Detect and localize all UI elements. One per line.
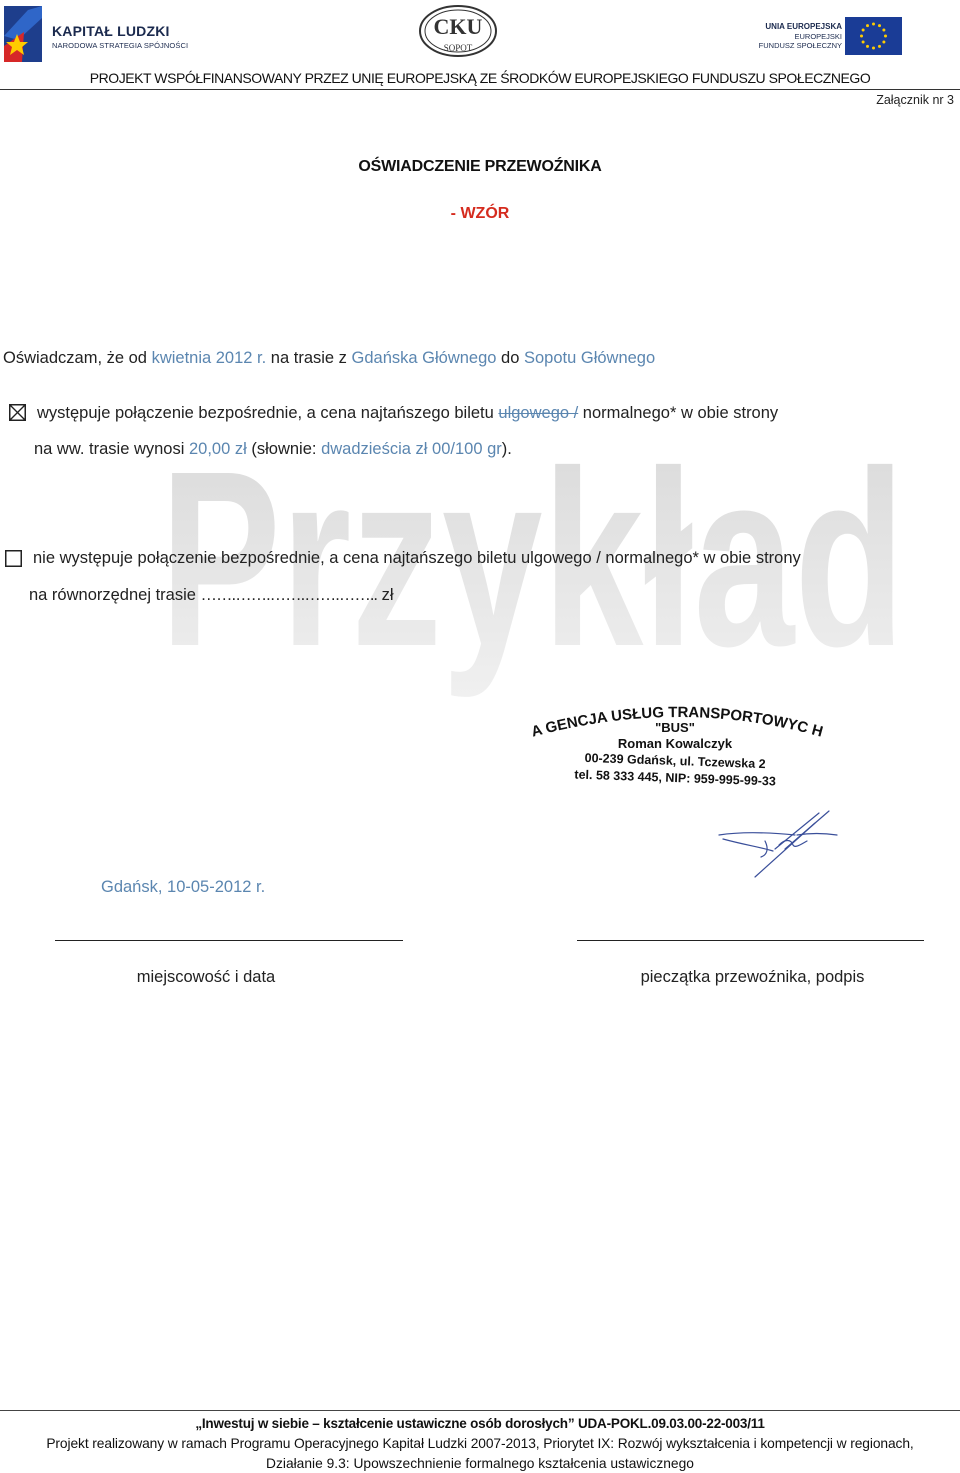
watermark-text: Przykład [160,430,905,698]
eu-star-icon [872,47,875,50]
kapital-ludzki-title: KAPITAŁ LUDZKI [52,23,170,39]
footer-program-line: Projekt realizowany w ramach Programu Operacyjnego Kapitał Ludzki 2007-2013, Priorytet IX: Rozwój wykształcenia i kompetencji w regionach, [46,1436,914,1451]
watermark [160,430,920,720]
footer-measure-line: Działanie 9.3: Upowszechnienie formalnego kształcenia ustawicznego [266,1456,694,1471]
option2-line2-a: na równorzędnej trasie [29,586,201,604]
from-station-fill: Gdańska Głównego [351,349,497,367]
amount-fill: 20,00 zł [188,440,247,458]
option1-checkbox-checked-icon[interactable] [9,404,26,421]
eu-star-icon [866,24,869,27]
cku-logo-text: CKU [433,14,483,39]
option1-line2-b: (słownie: [246,440,322,458]
kapital-ludzki-emblem-icon [4,6,42,62]
stamp-line2: Roman Kowalczyk [617,736,733,751]
eu-flag-icon [845,17,902,55]
option1-text-b: normalnego* w obie strony [578,404,779,422]
footer-project-title: „Inwestuj w siebie – kształcenie ustawiczne osób dorosłych” UDA-POKL.09.03.00-22-003/11 [195,1416,765,1431]
stamp-arc-textpath: A GENCJA USŁUG TRANSPORTOWYC H [529,703,825,741]
eu-line3: FUNDUSZ SPOŁECZNY [758,41,842,50]
company-stamp [520,695,840,795]
document-title: OŚWIADCZENIE PRZEWOŹNIKA [358,158,602,175]
place-date-signature-line [55,940,403,941]
equivalent-route-price-dots: …….…….…….…….…….. [200,586,378,604]
kapital-ludzki-subtitle: NARODOWA STRATEGIA SPÓJNOŚCI [52,41,189,50]
statement-mid1: na trasie z [266,349,352,367]
option1-line2-c: ). [501,440,512,458]
header-divider [0,89,960,90]
eu-star-icon [860,35,863,38]
amount-words-fill: dwadzieścia zł 00/100 gr [321,440,502,458]
cku-logo-subtext: SOPOT [443,43,473,53]
eu-logo [752,16,902,56]
stamp-line3: 00-239 Gdańsk, ul. Tczewska 2 [584,750,766,772]
option2-line1: nie występuje połączenie bezpośrednie, a cena najtańszego biletu ulgowego / normalnego* w obie strony [33,549,801,567]
place-date-caption: miejscowość i data [136,968,276,986]
project-cofinanced-line: PROJEKT WSPÓŁFINANSOWANY PRZEZ UNIĘ EUROPEJSKĄ ZE ŚRODKÓW EUROPEJSKIEGO FUNDUSZU SPOŁECZNEGO [89,70,871,86]
option1-line2 [34,440,512,459]
eu-line2: EUROPEJSKI [794,31,842,41]
eu-star-icon [862,29,865,32]
option2-line2 [29,586,394,605]
statement-line [3,349,655,368]
eu-star-icon [878,45,881,48]
statement-mid2: do [496,349,524,367]
stamp-signature-caption: pieczątka przewoźnika, podpis [640,968,865,986]
eu-star-icon [866,45,869,48]
option2-line2-b: zł [377,586,394,604]
eu-logo-text [759,22,842,51]
footer-divider [0,1410,960,1411]
handwritten-signature-icon [715,805,845,885]
annex-number: Załącznik nr 3 [876,93,954,107]
cku-sopot-logo [418,4,498,58]
eu-star-icon [872,23,875,26]
statement-prefix: Oświadczam, że od [3,349,152,367]
option1-line1 [37,404,778,423]
option2-checkbox-empty-icon[interactable] [5,550,22,567]
stamp-signature-line [577,940,924,941]
stamp-line4: tel. 58 333 445, NIP: 959-995-99-33 [574,767,777,789]
eu-star-icon [882,41,885,44]
option1-text-a: występuje połączenie bezpośrednie, a cena najtańszego biletu [37,404,499,422]
eu-star-icon [878,24,881,27]
eu-star-icon [882,29,885,32]
kapital-ludzki-logo [4,6,194,62]
place-date-fill: Gdańsk, 10-05-2012 r. [101,878,266,896]
date-fill: kwietnia 2012 r. [151,349,267,367]
document-subtitle: - WZÓR [450,205,510,222]
stamp-line1: "BUS" [655,720,695,735]
eu-star-icon [884,35,887,38]
to-station-fill: Sopotu Głównego [523,349,656,367]
eu-line1: UNIA EUROPEJSKA [765,22,842,31]
option1-struck-text: ulgowego / [498,404,579,422]
eu-star-icon [862,41,865,44]
option1-line2-a: na ww. trasie wynosi [34,440,189,458]
